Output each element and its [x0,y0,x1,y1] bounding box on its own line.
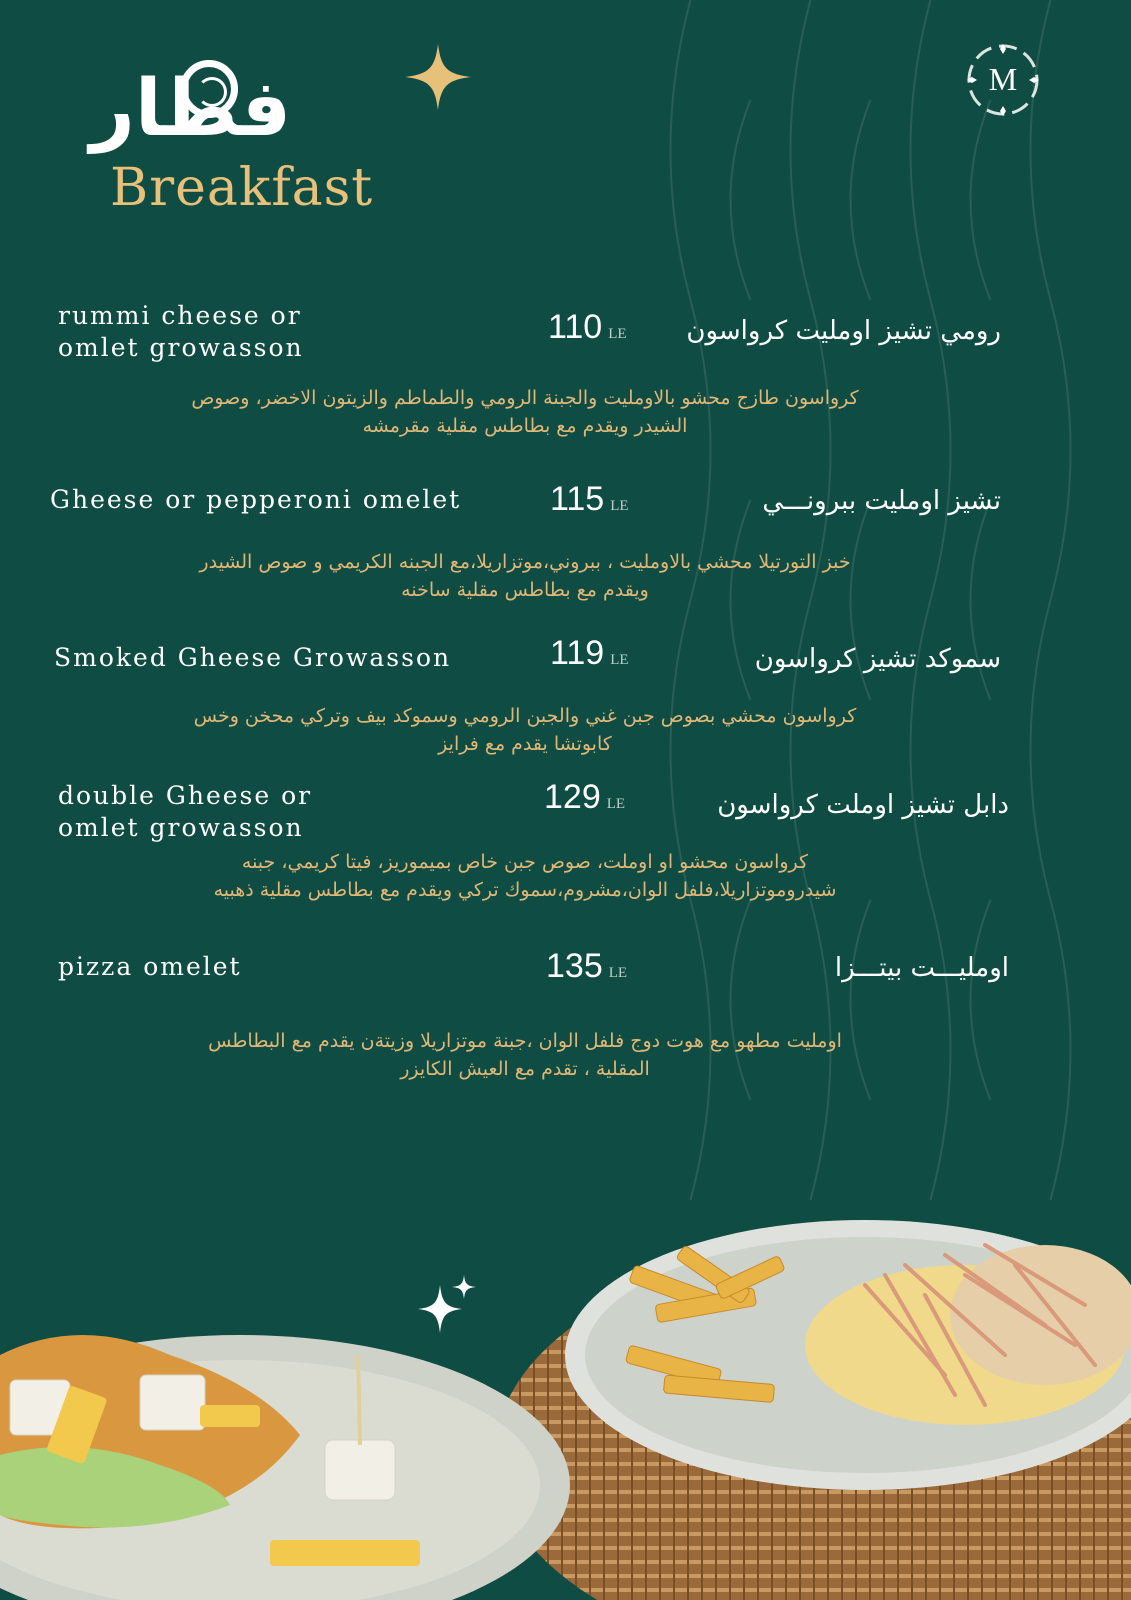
item-name-en: Smoked Gheese Growasson [54,643,452,672]
item-name-en: rummi cheese or [58,301,302,330]
item-description: كرواسون محشي بصوص جبن غني والجبن الرومي وسموكد بيف وتركي محخن وخس كابوتشا يقدم مع فرايز [193,705,857,755]
svg-text:M: M [988,61,1018,97]
title-english: Breakfast [110,158,374,218]
item-name-en: Gheese or pepperoni omelet [50,485,462,514]
item-name-ar: سموكد تشيز كرواسون [754,644,1001,674]
item-price: 110 LE [548,308,627,346]
item-name-en: omlet growasson [58,333,304,362]
item-price: 135 LE [546,947,628,985]
item-description: اومليت مطهو مع هوت دوج فلفل الوان ،جبنة موتزاريلا وزيتةن يقدم مع البطاطس المقلية ، تقدم مع العيش الكايزر [208,1030,842,1080]
item-price: 115 LE [550,480,629,518]
item-name-en: double Gheese or [58,781,313,810]
item-description: خبز التورتيلا محشي بالاومليت ، ببروني،موتزاريلا،مع الجبنه الكريمي و صوص الشيدر ويقدم مع بطاطس مقلية ساخنه [199,551,851,601]
item-name-ar: اومليـــت بيتـــزا [834,953,1009,983]
title-arabic: فطار [90,64,292,154]
food-photo-croissant [0,1325,570,1600]
item-name-ar: دابل تشيز اوملت كرواسون [717,790,1009,820]
item-price: 129 LE [544,778,626,816]
item-price: 119 LE [550,634,629,672]
item-description: كرواسون محشو او اوملت، صوص جبن خاص بميموريز، فيتا كريمي، جبنه شيدروموتزاريلا،فلفل الوان،مشروم،سموك تركي ويقدم مع بطاطس مقلية ذهبيه [213,851,837,901]
food-photo-sandwich-fries [485,1205,1131,1600]
item-name-en: pizza omelet [58,952,242,981]
sparkle-icon [405,44,471,110]
item-name-en: omlet growasson [58,813,304,842]
item-description: كرواسون طازج محشو بالاومليت والجبنة الرومي والطماطم والزيتون الاخضر، وصوص الشيدر ويقدم مع بطاطس مقلية مقرمشه [191,387,859,437]
item-name-ar: تشيز اومليت ببرونـــي [762,486,1001,516]
logo-m-icon [965,42,1041,118]
item-name-ar: رومي تشيز اومليت كرواسون [686,316,1001,346]
